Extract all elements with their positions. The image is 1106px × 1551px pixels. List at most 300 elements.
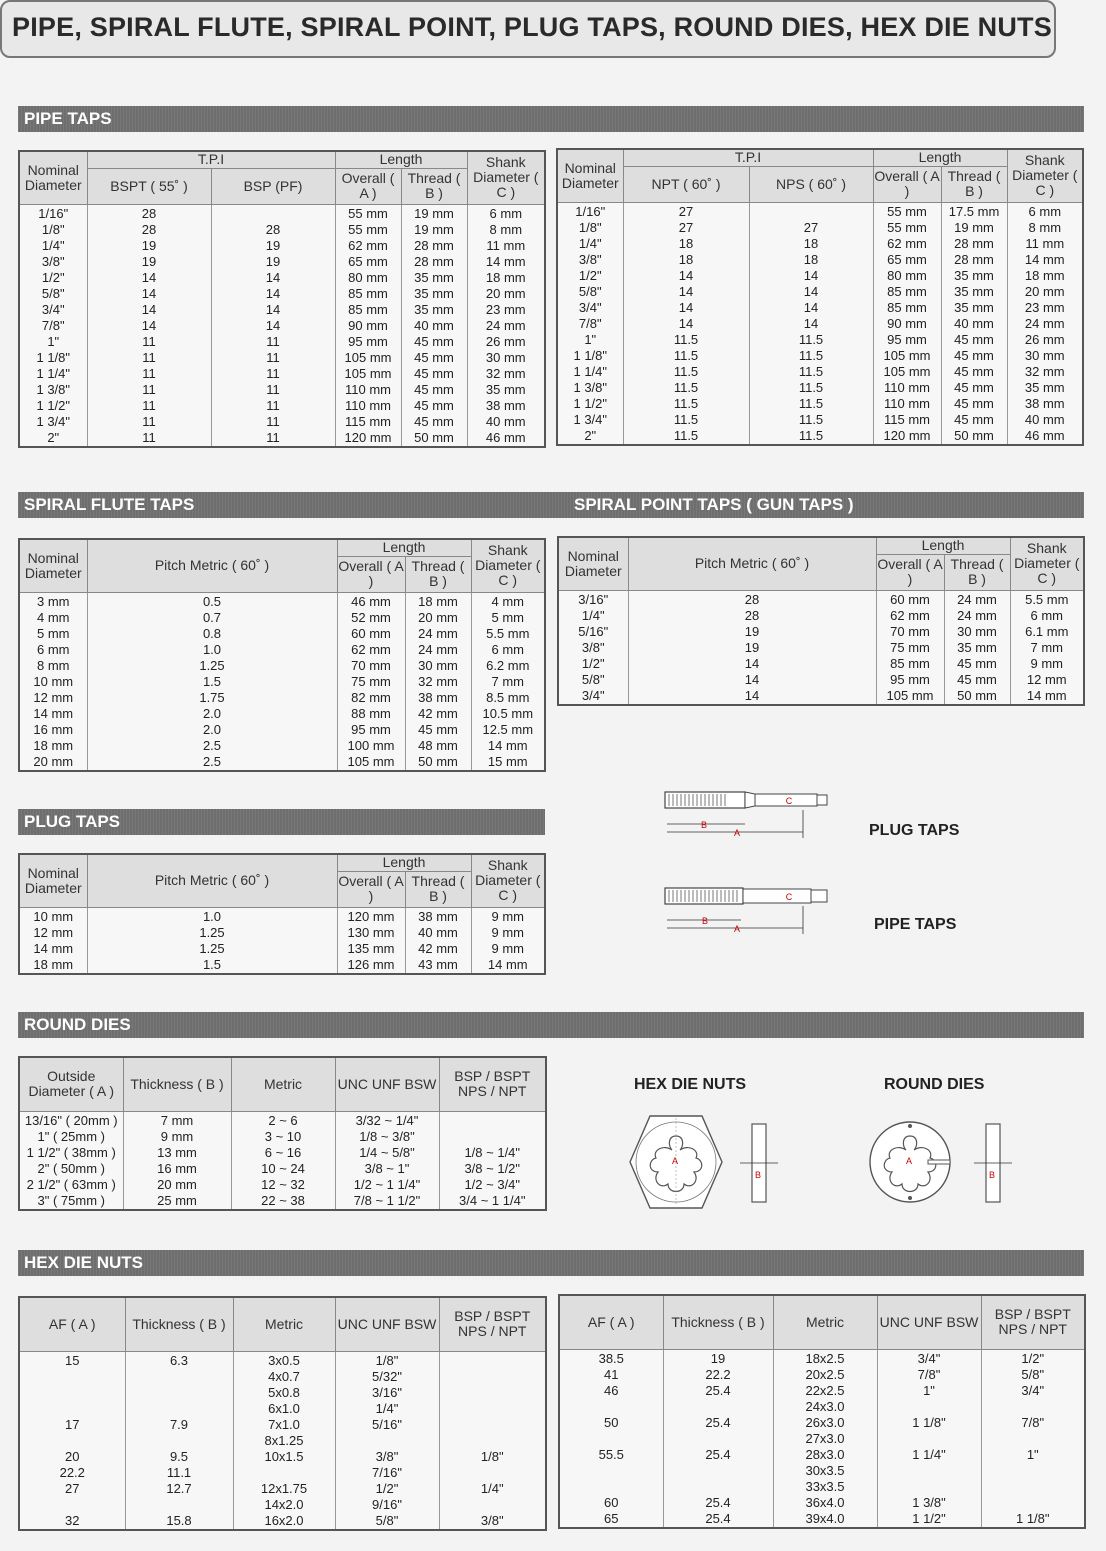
table-cell: 62 mm [873,236,941,252]
header-length: Length [876,537,1010,554]
table-cell: 20 mm [123,1177,231,1193]
table-cell: 1.25 [87,941,337,957]
table-row [19,674,545,690]
table-cell: 5.5 mm [1010,590,1084,608]
table-cell: 35 mm [401,286,467,302]
dimension-c-label: C [785,796,793,806]
table-cell: 12 mm [1010,672,1084,688]
table-row [19,642,545,658]
header-unc-unf-bsw: UNC UNF BSW [335,1297,439,1351]
table-cell: 45 mm [941,332,1007,348]
table-cell: 50 mm [941,428,1007,445]
table-cell: 30 mm [467,350,545,366]
table-row [557,202,1083,220]
table-cell [439,1129,546,1145]
table-cell: 126 mm [337,957,405,974]
table-row [19,658,545,674]
table-cell: 18 [749,236,873,252]
plug-taps-table [18,853,546,975]
table-cell: 26x3.0 [773,1415,877,1431]
table-cell: 1.5 [87,674,337,690]
table-row [19,1481,546,1497]
table-cell: 14 [749,300,873,316]
table-cell: 7/16" [335,1465,439,1481]
table-cell: 8.5 mm [471,690,545,706]
table-row [19,430,545,447]
table-cell: 3/4" [981,1383,1085,1399]
table-row [19,1449,546,1465]
table-cell: 45 mm [401,398,467,414]
round-dies-body [19,1111,546,1210]
table-row [558,656,1084,672]
table-cell: 45 mm [941,364,1007,380]
table-cell: 45 mm [944,656,1010,672]
header-shank-diameter: Shank Diameter ( C ) [471,854,545,907]
table-row [19,414,545,430]
table-row [19,318,545,334]
table-cell: 1 1/4" [19,366,87,382]
table-cell: 1" [981,1447,1085,1463]
table-row [559,1415,1085,1431]
table-cell: 20x2.5 [773,1367,877,1383]
table-cell: 6 mm [1007,202,1083,220]
hex-die-nut-diagram [622,1112,792,1212]
table-cell: 65 mm [335,254,401,270]
table-cell: 1.0 [87,642,337,658]
table-cell: 85 mm [876,656,944,672]
table-cell: 3/8 ~ 1" [335,1161,439,1177]
table-cell: 40 mm [401,318,467,334]
table-cell: 7/8" [981,1415,1085,1431]
table-cell: 1 3/8" [19,382,87,398]
table-cell: 9 mm [123,1129,231,1145]
table-cell: 45 mm [941,380,1007,396]
table-cell: 11.5 [749,348,873,364]
table-cell: 5/8" [335,1513,439,1530]
table-cell: 1" [557,332,623,348]
table-cell: 9 mm [471,925,545,941]
table-cell [439,1111,546,1129]
table-cell: 9 mm [1010,656,1084,672]
table-cell: 19 [628,640,876,656]
table-cell: 40 mm [941,316,1007,332]
table-cell: 7 mm [1010,640,1084,656]
table-cell: 1/2 ~ 1 1/4" [335,1177,439,1193]
table-cell: 3/4" [558,688,628,705]
table-cell: 0.5 [87,592,337,610]
table-cell [19,1401,125,1417]
table-row [19,270,545,286]
table-cell: 11.5 [749,412,873,428]
dimension-a-label: A [906,1156,913,1166]
table-cell: 95 mm [335,334,401,350]
table-cell: 1 1/4" [557,364,623,380]
hex-right-body [559,1349,1085,1528]
table-cell: 26 mm [467,334,545,350]
round-die-diagram [866,1112,1036,1212]
table-cell: 1/2" [558,656,628,672]
table-row [19,1497,546,1513]
table-cell: 7 mm [123,1111,231,1129]
table-cell [439,1385,546,1401]
table-cell: 18 mm [405,592,471,610]
dimension-a-label: A [672,1156,679,1166]
table-cell: 28 [628,608,876,624]
table-cell: 38 mm [467,398,545,414]
table-cell: 16 mm [123,1161,231,1177]
table-cell: 8x1.25 [233,1433,335,1449]
table-cell: 90 mm [873,316,941,332]
table-row [19,722,545,738]
table-row [19,907,545,925]
table-cell [439,1497,546,1513]
table-cell: 105 mm [337,754,405,771]
spiral-flute-table [18,538,546,772]
table-cell: 24 mm [467,318,545,334]
table-cell: 3/32 ~ 1/4" [335,1111,439,1129]
table-cell: 23 mm [467,302,545,318]
table-cell: 18 [623,236,749,252]
table-cell [439,1417,546,1433]
table-cell: 1/8" [439,1449,546,1465]
header-metric: Metric [231,1057,335,1111]
table-cell: 3" ( 75mm ) [19,1193,123,1210]
table-cell: 55 mm [335,204,401,222]
title-box [0,0,1056,58]
table-cell [663,1431,773,1447]
table-cell: 11.5 [749,396,873,412]
table-row [19,1401,546,1417]
table-cell [19,1385,125,1401]
table-row [558,608,1084,624]
table-cell: 33x3.5 [773,1479,877,1495]
table-row [559,1383,1085,1399]
table-cell: 65 mm [873,252,941,268]
table-cell: 45 mm [401,382,467,398]
table-cell [981,1463,1085,1479]
table-cell: 30x3.5 [773,1463,877,1479]
table-cell: 130 mm [337,925,405,941]
table-row [558,688,1084,705]
header-npt: NPT ( 60˚ ) [623,166,749,202]
table-cell: 11.5 [623,412,749,428]
header-bspt: BSPT ( 55˚ ) [87,168,211,204]
table-cell: 38 mm [1007,396,1083,412]
table-cell: 1 3/4" [19,414,87,430]
table-row [19,222,545,238]
table-cell: 55 mm [335,222,401,238]
table-cell: 1 1/4" [877,1447,981,1463]
header-bsp-npt: BSP / BSPT NPS / NPT [439,1297,546,1351]
table-cell: 28 [211,222,335,238]
table-cell: 85 mm [873,284,941,300]
table-cell: 26 mm [1007,332,1083,348]
table-cell: 45 mm [405,722,471,738]
table-cell: 3/4" [557,300,623,316]
table-cell: 5.5 mm [471,626,545,642]
pipe-tap-diagram [655,876,835,940]
table-cell: 100 mm [337,738,405,754]
table-cell: 2.0 [87,706,337,722]
header-pitch-metric: Pitch Metric ( 60˚ ) [628,537,876,590]
table-cell: 95 mm [337,722,405,738]
table-cell: 11.5 [749,364,873,380]
table-cell: 11 [87,398,211,414]
table-row [19,1513,546,1530]
table-cell: 80 mm [335,270,401,286]
section-bar-plug-taps [18,809,545,835]
table-cell: 12 ~ 32 [231,1177,335,1193]
table-cell: 14 [623,284,749,300]
table-cell: 1 1/2" [19,398,87,414]
table-cell: 5/8" [558,672,628,688]
table-row [557,348,1083,364]
table-cell: 55.5 [559,1447,663,1463]
table-cell: 1 3/4" [557,412,623,428]
header-thickness: Thickness ( B ) [123,1057,231,1111]
table-cell: 1/8 ~ 3/8" [335,1129,439,1145]
table-row [558,590,1084,608]
table-cell: 10 ~ 24 [231,1161,335,1177]
table-cell: 7/8" [877,1367,981,1383]
header-length: Length [337,539,471,556]
table-cell: 19 [87,254,211,270]
table-cell: 12.7 [125,1481,233,1497]
table-row [559,1447,1085,1463]
table-row [19,286,545,302]
table-row [557,316,1083,332]
table-cell: 19 [211,254,335,270]
table-cell: 1.25 [87,658,337,674]
table-cell: 3/16" [335,1385,439,1401]
table-cell: 135 mm [337,941,405,957]
table-cell: 7/8" [19,318,87,334]
table-cell: 23 mm [1007,300,1083,316]
table-cell: 110 mm [335,398,401,414]
table-cell: 14 mm [1007,252,1083,268]
table-cell: 1 1/8" [981,1511,1085,1528]
table-cell: 8 mm [1007,220,1083,236]
table-cell: 105 mm [335,350,401,366]
table-row [19,610,545,626]
table-cell: 35 mm [1007,380,1083,396]
table-cell: 11 [87,382,211,398]
table-cell: 60 mm [876,590,944,608]
header-nominal-diameter: Nominal Diameter [19,151,87,204]
section-title-spiral-point: SPIRAL POINT TAPS ( GUN TAPS ) [574,495,854,514]
table-cell: 16 mm [19,722,87,738]
table-cell: 27x3.0 [773,1431,877,1447]
table-row [557,284,1083,300]
table-cell: 9/16" [335,1497,439,1513]
table-cell: 14 [749,316,873,332]
table-cell [663,1463,773,1479]
table-cell: 46 mm [467,430,545,447]
table-cell: 46 mm [1007,428,1083,445]
table-cell: 43 mm [405,957,471,974]
table-cell: 24 mm [1007,316,1083,332]
table-cell: 24 mm [405,642,471,658]
table-cell: 45 mm [401,350,467,366]
table-cell: 115 mm [873,412,941,428]
table-cell: 0.7 [87,610,337,626]
table-row [19,957,545,974]
header-thread: Thread ( B ) [941,166,1007,202]
table-cell: 16x2.0 [233,1513,335,1530]
table-cell [877,1463,981,1479]
table-cell: 11.5 [623,380,749,396]
table-cell: 105 mm [873,348,941,364]
table-cell: 15 mm [471,754,545,771]
table-cell: 6 ~ 16 [231,1145,335,1161]
table-row [557,332,1083,348]
table-cell: 38.5 [559,1349,663,1367]
table-row [19,366,545,382]
table-cell: 1 3/8" [557,380,623,396]
table-cell: 12 mm [19,925,87,941]
header-length: Length [335,151,467,168]
table-cell: 45 mm [941,412,1007,428]
dimension-a-label: A [733,924,741,934]
table-cell: 35 mm [941,284,1007,300]
table-cell: 18 mm [19,738,87,754]
table-cell: 14 mm [1010,688,1084,705]
table-cell: 28 mm [941,252,1007,268]
table-cell: 25.4 [663,1447,773,1463]
table-cell: 60 mm [337,626,405,642]
table-cell: 1/2" [981,1349,1085,1367]
header-tpi: T.P.I [87,151,335,168]
table-cell: 11 [211,430,335,447]
table-cell: 42 mm [405,706,471,722]
table-row [19,941,545,957]
table-row [19,1465,546,1481]
table-cell: 10 mm [19,907,87,925]
header-af: AF ( A ) [19,1297,125,1351]
table-cell: 1/8" [335,1351,439,1369]
header-shank-diameter: Shank Diameter ( C ) [1007,149,1083,202]
table-cell: 1/2 ~ 3/4" [439,1177,546,1193]
header-thickness: Thickness ( B ) [125,1297,233,1351]
table-cell: 5/8" [557,284,623,300]
table-cell: 2.5 [87,738,337,754]
table-cell: 1.5 [87,957,337,974]
table-cell: 1/2" [557,268,623,284]
table-cell: 3/8" [558,640,628,656]
table-cell: 14 [87,302,211,318]
table-cell: 18 [749,252,873,268]
table-cell: 75 mm [337,674,405,690]
table-row [19,1385,546,1401]
table-cell: 8 mm [19,658,87,674]
table-row [559,1431,1085,1447]
table-cell [559,1399,663,1415]
table-cell: 11 [211,414,335,430]
table-row [19,738,545,754]
table-cell: 45 mm [941,348,1007,364]
table-cell: 17 [19,1417,125,1433]
table-cell: 2 1/2" ( 63mm ) [19,1177,123,1193]
table-cell: 35 mm [467,382,545,398]
table-cell: 28 mm [401,238,467,254]
table-cell [439,1433,546,1449]
dimension-b-label: B [701,916,709,926]
table-cell [981,1495,1085,1511]
table-cell: 105 mm [873,364,941,380]
table-cell: 45 mm [401,366,467,382]
header-length: Length [873,149,1007,166]
table-cell: 14 [623,300,749,316]
header-af: AF ( A ) [559,1295,663,1349]
table-cell: 14 [87,270,211,286]
table-cell [125,1369,233,1385]
table-cell: 2" [19,430,87,447]
table-cell: 32 mm [1007,364,1083,380]
table-cell: 18 mm [467,270,545,286]
table-cell: 41 [559,1367,663,1383]
hex-die-nuts-diagram-label: HEX DIE NUTS [634,1076,747,1093]
pipe-taps-npt-body [557,202,1083,445]
header-bsp-npt: BSP / BSPT NPS / NPT [439,1057,546,1111]
table-cell: 20 [19,1449,125,1465]
table-cell [125,1433,233,1449]
header-tpi: T.P.I [623,149,873,166]
dimension-b-label: B [700,820,708,830]
header-unc-unf-bsw: UNC UNF BSW [335,1057,439,1111]
table-cell: 6 mm [19,642,87,658]
table-cell: 9 mm [471,941,545,957]
table-cell: 24 mm [405,626,471,642]
table-cell: 1/8" [557,220,623,236]
table-cell: 24 mm [944,608,1010,624]
table-cell: 2 ~ 6 [231,1111,335,1129]
table-cell: 14 [628,688,876,705]
table-cell [211,204,335,222]
table-cell: 5x0.8 [233,1385,335,1401]
table-cell [439,1401,546,1417]
table-cell: 14 mm [19,706,87,722]
table-cell: 28 [87,222,211,238]
dimension-b-label: B [989,1170,996,1180]
round-dies-diagram-label: ROUND DIES [884,1076,985,1093]
table-cell: 14 [623,268,749,284]
table-cell: 14 [628,656,876,672]
table-cell: 2" ( 50mm ) [19,1161,123,1177]
table-cell: 11 [211,366,335,382]
table-row [557,220,1083,236]
table-row [559,1367,1085,1383]
table-row [558,672,1084,688]
header-nominal-diameter: Nominal Diameter [19,854,87,907]
table-cell: 6 mm [467,204,545,222]
table-cell [19,1369,125,1385]
table-row [19,1193,546,1210]
table-cell [19,1433,125,1449]
table-cell: 1.75 [87,690,337,706]
table-cell: 1 1/8" [557,348,623,364]
section-title-pipe-taps: PIPE TAPS [24,109,112,128]
plug-taps-diagram-label: PLUG TAPS [869,822,960,839]
table-cell: 10 mm [19,674,87,690]
table-cell: 20 mm [467,286,545,302]
table-cell: 52 mm [337,610,405,626]
table-cell: 3/8" [557,252,623,268]
table-cell [233,1465,335,1481]
table-cell [125,1385,233,1401]
table-row [557,364,1083,380]
table-cell: 10x1.5 [233,1449,335,1465]
table-cell [559,1431,663,1447]
